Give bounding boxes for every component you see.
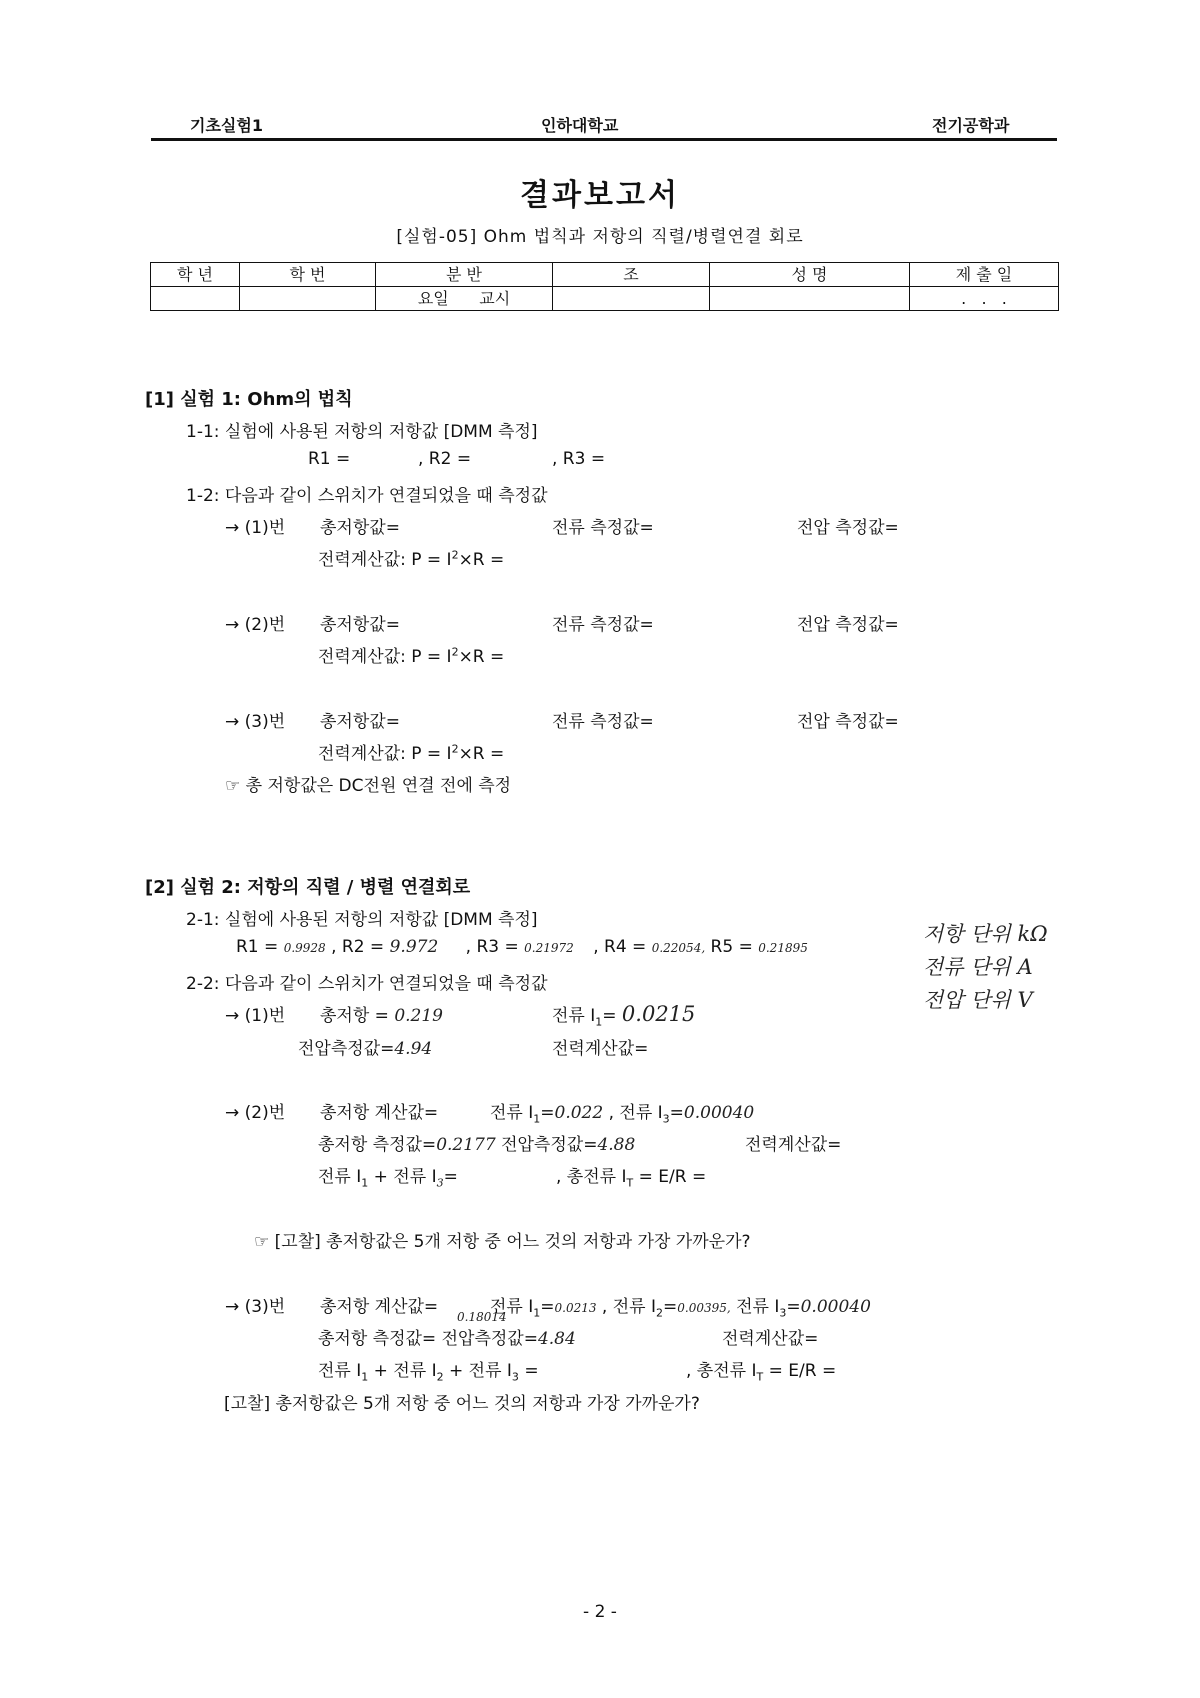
page-subtitle: [실험-05] Ohm 법칙과 저항의 직렬/병렬연결 회로 — [396, 227, 804, 247]
s2-case1-cur: 전류 $I_1= 0.0215$ — [552, 1002, 696, 1029]
s1-case3-power: 전력계산값: $P = I^2\times R$ = — [318, 742, 505, 764]
s2-case2-volt-value: 4.88 — [597, 1135, 636, 1155]
page-title: 결과보고서 — [520, 178, 680, 213]
header-center: 인하대학교 — [541, 116, 619, 135]
section2-item2: 2-2: 다음과 같이 스위치가 연결되었을 때 측정값 — [186, 974, 548, 994]
page-number: - 2 - — [583, 1602, 617, 1622]
s2-r5-value: 0.21895 — [758, 941, 808, 955]
s2-case2-cur3-value: 0.00040 — [683, 1103, 755, 1123]
s2-case3-cur1-value: 0.0213 — [554, 1301, 597, 1315]
unit-note-current: 전류 단위 A — [923, 955, 1033, 979]
s2-r1-value: 0.9928 — [283, 941, 326, 955]
col-student-id: 학 번 — [240, 263, 376, 287]
s2-case3-sum: 전류 $I_1$ + 전류 $I_2$ + 전류 $I_3$ = — [318, 1361, 539, 1384]
name-value — [710, 287, 910, 311]
s2-case1-res-value: 0.219 — [394, 1006, 443, 1026]
s2-case3-total: , 총전류 $I_T = E/R$ = — [686, 1361, 837, 1384]
s2-case1-cur-value: 0.0215 — [621, 1002, 696, 1026]
s2-question2: [고찰] 총저항값은 5개 저항 중 어느 것의 저항과 가장 가까운가? — [224, 1394, 700, 1414]
info-table — [150, 262, 1059, 311]
submit-date-value: . . . — [910, 287, 1059, 311]
s1-case1-res: 총저항값= — [320, 518, 400, 538]
section1-title: [1] 실험 1: Ohm의 법칙 — [145, 389, 353, 410]
s2-question1: ☞ [고찰] 총저항값은 5개 저항 중 어느 것의 저항과 가장 가까운가? — [254, 1232, 751, 1252]
s1-case1-power: 전력계산값: $P = I^2\times R$ = — [318, 548, 505, 570]
s2-case1-volt-value: 4.94 — [394, 1039, 433, 1059]
s2-case2-cur1-value: 0.022 — [554, 1103, 604, 1123]
s1-r1-label: R1 = — [308, 449, 351, 469]
info-value-row — [151, 287, 1059, 311]
s2-case3-label: → (3)번 — [225, 1297, 286, 1317]
s1-r3-label: , R3 = — [552, 449, 606, 469]
s2-case1-power: 전력계산값= — [552, 1039, 649, 1059]
s1-case3-cur: 전류 측정값= — [552, 712, 654, 732]
s2-case3-cur2-value: 0.00395, — [677, 1301, 731, 1315]
group-value — [553, 287, 710, 311]
col-grade: 학 년 — [151, 263, 240, 287]
s1-r2-label: , R2 = — [418, 449, 472, 469]
s2-case3-currents: 전류 $I_1=0.0213$ , 전류 $I_2=0.00395$, 전류 $I_3=0.00040$ — [490, 1297, 871, 1320]
s2-case3-res-calc: 총저항 계산값= — [320, 1297, 439, 1317]
section1-item1: 1-1: 실험에 사용된 저항의 저항값 [DMM 측정] — [186, 422, 538, 442]
s2-r4-value: 0.22054, — [651, 941, 706, 955]
col-name: 성 명 — [710, 263, 910, 287]
s2-case3-res-meas: 총저항 측정값= 전압측정값=4.84 — [318, 1329, 576, 1349]
col-submit-date: 제 출 일 — [910, 263, 1059, 287]
s1-case2-label: → (2)번 — [225, 615, 286, 635]
s1-case1-volt: 전압 측정값= — [797, 518, 899, 538]
header-left: 기초실험1 — [190, 116, 263, 135]
s2-case3-power: 전력계산값= — [722, 1329, 819, 1349]
s2-case2-total: , 총전류 $I_T = E/R$ = — [556, 1167, 707, 1190]
unit-note-resistance: 저항 단위 kΩ — [923, 922, 1048, 946]
s2-case2-power: 전력계산값= — [745, 1135, 842, 1155]
s2-resistors-line: R1 = 0.9928 , R2 = 9.972 , R3 = 0.21972 , R4 = 0.22054, R5 = 0.21895 — [236, 937, 808, 957]
s1-case1-label: → (1)번 — [225, 518, 286, 538]
s1-case2-power: 전력계산값: $P = I^2\times R$ = — [318, 645, 505, 667]
col-group: 조 — [553, 263, 710, 287]
s2-case2-currents: 전류 $I_1=0.022$ , 전류 $I_3=0.00040$ — [490, 1103, 755, 1126]
s2-case1-label: → (1)번 — [225, 1006, 286, 1026]
s1-case2-res: 총저항값= — [320, 615, 400, 635]
s2-case3-res-meas-value: 0.18014 — [457, 1310, 507, 1324]
s2-case3-cur3-value: 0.00040 — [800, 1297, 871, 1317]
s1-case3-label: → (3)번 — [225, 712, 286, 732]
s2-case2-res-meas-value: 0.2177 — [436, 1135, 496, 1155]
header-rule — [151, 138, 1057, 141]
s2-case2-res-meas: 총저항 측정값=0.2177 전압측정값=4.88 — [318, 1135, 636, 1155]
s2-r2-value: 9.972 — [389, 937, 439, 957]
header-right: 전기공학과 — [932, 116, 1010, 135]
section1-item2: 1-2: 다음과 같이 스위치가 연결되었을 때 측정값 — [186, 486, 548, 506]
class-value: 요일 교시 — [376, 287, 553, 311]
s2-case3-volt-value: 4.84 — [537, 1329, 576, 1349]
s1-note: ☞ 총 저항값은 DC전원 연결 전에 측정 — [225, 776, 512, 796]
student-id-value — [240, 287, 376, 311]
info-header-row — [151, 263, 1059, 287]
section2-item1: 2-1: 실험에 사용된 저항의 저항값 [DMM 측정] — [186, 910, 538, 930]
s1-case3-volt: 전압 측정값= — [797, 712, 899, 732]
s1-case3-res: 총저항값= — [320, 712, 400, 732]
s2-case2-label: → (2)번 — [225, 1103, 286, 1123]
section2-title: [2] 실험 2: 저항의 직렬 / 병렬 연결회로 — [145, 877, 471, 898]
s1-case1-cur: 전류 측정값= — [552, 518, 654, 538]
s2-case2-res-calc: 총저항 계산값= — [320, 1103, 439, 1123]
grade-value — [151, 287, 240, 311]
s2-case2-sum: 전류 $I_1$ + 전류 $I_3=$ — [318, 1167, 458, 1190]
s2-case1-volt: 전압측정값=4.94 — [298, 1039, 433, 1059]
s1-case2-volt: 전압 측정값= — [797, 615, 899, 635]
s2-r3-value: 0.21972 — [524, 941, 574, 955]
s1-case2-cur: 전류 측정값= — [552, 615, 654, 635]
unit-note-voltage: 전압 단위 V — [923, 988, 1033, 1012]
s2-case1-res: 총저항 = 0.219 — [320, 1006, 443, 1026]
col-class: 분 반 — [376, 263, 553, 287]
